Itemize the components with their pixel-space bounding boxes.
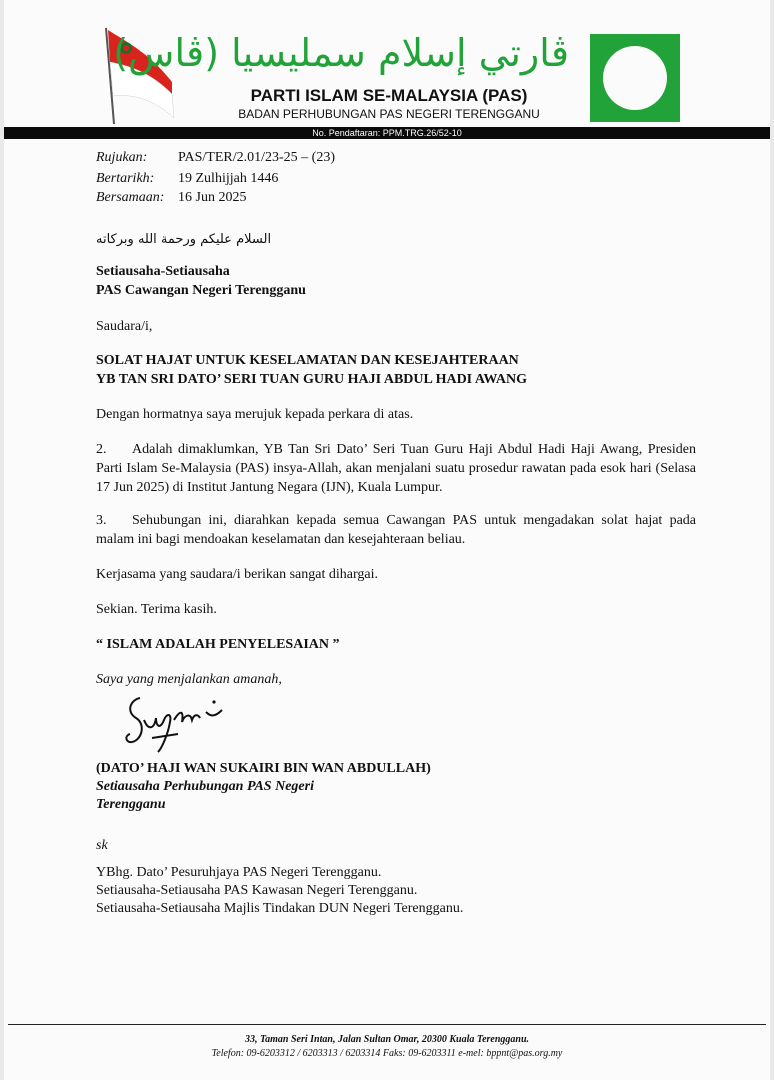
paragraph-1: Dengan hormatnya saya merujuk kepada perkara di atas. — [96, 407, 414, 422]
registration-bar: No. Pendaftaran: PPM.TRG.26/52-10 — [4, 127, 770, 139]
paragraph-3-text: Sehubungan ini, diarahkan kepada semua Cawangan PAS untuk mengadakan solat hajat pada malam ini bagi mendoakan keselamatan dan kesejahteraan beliau. — [96, 513, 696, 547]
paragraph-5: Sekian. Terima kasih. — [96, 602, 217, 617]
amanah-line: Saya yang menjalankan amanah, — [96, 672, 282, 687]
bertarikh-label: Bertarikh: — [96, 171, 155, 186]
paragraph-2-number: 2. — [96, 442, 107, 457]
paragraph-3-number: 3. — [96, 513, 107, 528]
signatory-name: (DATO’ HAJI WAN SUKAIRI BIN WAN ABDULLAH) — [96, 761, 431, 776]
rujukan-value: PAS/TER/2.01/23-25 – (23) — [178, 150, 335, 165]
paragraph-3 — [96, 511, 696, 549]
paragraph-2 — [96, 440, 696, 497]
salam-greeting: السلام عليكم ورحمة الله وبركاته — [96, 232, 272, 247]
cc-item: Setiausaha-Setiausaha Majlis Tindakan DUN Negeri Terengganu. — [96, 901, 464, 916]
bertarikh-value: 19 Zulhijjah 1446 — [178, 171, 279, 186]
footer-divider — [8, 1024, 766, 1025]
cc-item: YBhg. Dato’ Pesuruhjaya PAS Negeri Terengganu. — [96, 865, 382, 880]
signatory-title-2: Terengganu — [96, 797, 166, 812]
pas-moon-logo-icon — [590, 34, 680, 122]
recipient-line1: Setiausaha-Setiausaha — [96, 264, 230, 279]
recipient-line2: PAS Cawangan Negeri Terengganu — [96, 283, 306, 298]
bersamaan-value: 16 Jun 2025 — [178, 190, 247, 205]
subject-line1: SOLAT HAJAT UNTUK KESELAMATAN DAN KESEJAHTERAAN — [96, 353, 519, 368]
paragraph-4: Kerjasama yang saudara/i berikan sangat dihargai. — [96, 567, 378, 582]
state-liaison-name: BADAN PERHUBUNGAN PAS NEGERI TERENGGANU — [238, 107, 540, 121]
paragraph-2-text: Adalah dimaklumkan, YB Tan Sri Dato’ Seri Tuan Guru Haji Abdul Hadi Haji Awang, Presiden Parti Islam Se-Malaysia (PAS) insya-Allah, akan menjalani suatu prosedur rawatan pada esok hari (Selasa 17 Jun 2025) di Institut Jantung Negara (IJN), Kuala Lumpur. — [96, 442, 696, 495]
party-name: PARTI ISLAM SE-MALAYSIA (PAS) — [250, 86, 528, 105]
cc-label: sk — [96, 838, 108, 853]
handwritten-signature — [122, 690, 232, 756]
greeting: Saudara/i, — [96, 319, 153, 334]
rujukan-label: Rujukan: — [96, 150, 148, 165]
letter-page — [4, 0, 770, 1080]
arabic-party-name: ڤارتي إسلام سمليسيا (ڤاس) — [113, 31, 569, 75]
bersamaan-label: Bersamaan: — [96, 190, 165, 205]
signatory-title-1: Setiausaha Perhubungan PAS Negeri — [96, 779, 314, 794]
slogan: “ ISLAM ADALAH PENYELESAIAN ” — [96, 637, 340, 652]
footer-contact: Telefon: 09-6203312 / 6203313 / 6203314 Faks: 09-6203311 e-mel: bppnt@pas.org.my — [211, 1048, 563, 1059]
subject-line2: YB TAN SRI DATO’ SERI TUAN GURU HAJI ABDUL HADI AWANG — [96, 372, 527, 387]
cc-item: Setiausaha-Setiausaha PAS Kawasan Negeri Terengganu. — [96, 883, 418, 898]
moon-circle — [603, 46, 667, 110]
footer-address: 33, Taman Seri Intan, Jalan Sultan Omar, 20300 Kuala Terengganu. — [244, 1034, 530, 1045]
